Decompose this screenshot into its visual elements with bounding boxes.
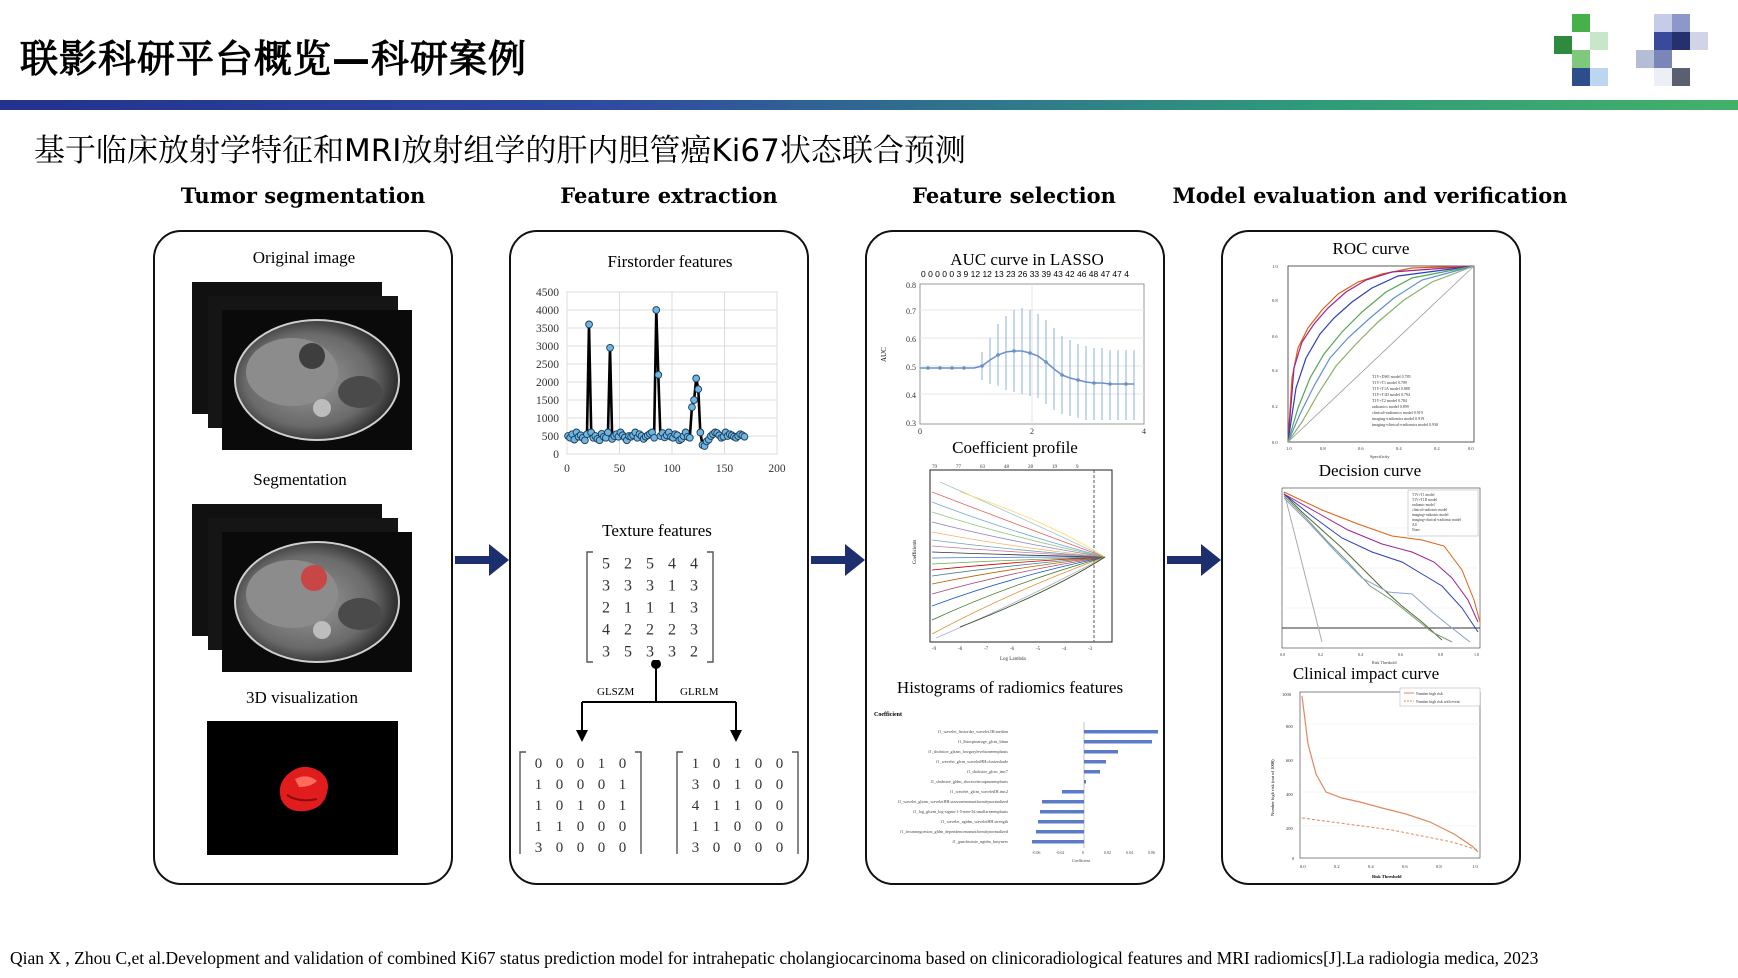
matrix-cell: 1 [646, 599, 654, 617]
data-point [741, 433, 748, 440]
firstorder-chart [515, 280, 805, 520]
matrix-cell: 0 [712, 755, 721, 772]
svg-text:clinical+radiomics model 0.919: clinical+radiomics model 0.919 [1372, 410, 1423, 415]
histograms-label: Histograms of radiomics features [896, 678, 1124, 697]
svg-text:None: None [1412, 528, 1420, 532]
svg-text:79: 79 [932, 465, 937, 470]
glrlm-label: GLRLM [680, 686, 719, 698]
svg-text:0.6: 0.6 [906, 335, 916, 344]
svg-text:0.0: 0.0 [1272, 440, 1278, 445]
y-tick-label: 3000 [536, 341, 559, 353]
svg-text:0.2: 0.2 [1318, 652, 1323, 657]
matrix-cell: 1 [597, 755, 606, 772]
svg-text:-9: -9 [932, 647, 937, 652]
matrix-cell: 3 [691, 839, 700, 854]
matrix-cell: 1 [618, 797, 627, 814]
svg-text:T1V+T1 model 0.789: T1V+T1 model 0.789 [1372, 380, 1408, 385]
matrix-bracket-right [792, 752, 798, 854]
svg-text:radiomics model 0.899: radiomics model 0.899 [1372, 404, 1409, 409]
matrix-cell: 2 [624, 621, 632, 639]
clinical-impact-label: Clinical impact curve [1292, 664, 1440, 683]
svg-text:imaging+radiomic model: imaging+radiomic model [1412, 513, 1449, 517]
svg-text:0.7: 0.7 [906, 307, 916, 316]
auc-lasso-label: AUC curve in LASSO [950, 250, 1104, 269]
svg-text:T1V+DWI model 0.785: T1V+DWI model 0.785 [1372, 374, 1411, 379]
stage-title-segmentation: Tumor segmentation [180, 183, 426, 208]
svg-text:T1V+T1D model: T1V+T1D model [1412, 498, 1438, 502]
matrix-cell: 1 [576, 797, 585, 814]
svg-text:f1_shohsioe_glszm_lowgraylevel: f1_shohsioe_glszm_lowgraylevelzoneemphasis [928, 749, 1008, 754]
svg-text:0.2: 0.2 [1334, 864, 1340, 869]
matrix-cell: 1 [624, 599, 632, 617]
x-tick-label: 100 [663, 463, 681, 475]
matrix-bracket-right [707, 552, 713, 662]
y-tick-label: 2000 [536, 377, 559, 389]
matrix-cell: 3 [668, 643, 676, 661]
data-point [689, 404, 696, 411]
matrix-cell: 3 [602, 643, 610, 661]
matrix-cell: 1 [668, 599, 676, 617]
matrix-cell: 0 [576, 839, 585, 854]
svg-text:1.0: 1.0 [1472, 864, 1478, 869]
svg-text:f1_gunclmissie_ngtdm_busyness: f1_gunclmissie_ngtdm_busyness [952, 839, 1008, 844]
svg-text:48: 48 [1004, 465, 1009, 470]
y-tick-label: 2500 [536, 359, 559, 371]
svg-text:0.5: 0.5 [906, 363, 916, 372]
flow-arrow-icon [455, 540, 511, 580]
data-point [693, 375, 700, 382]
svg-text:T1V+T2 model 0.784: T1V+T2 model 0.784 [1372, 398, 1408, 403]
svg-text:0.8: 0.8 [906, 281, 916, 290]
svg-text:0.2: 0.2 [1434, 446, 1440, 451]
svg-text:imaging+clinical+radiomic mode: imaging+clinical+radiomic model [1412, 518, 1462, 522]
svg-text:-3: -3 [1088, 647, 1093, 652]
svg-text:0.6: 0.6 [1358, 446, 1364, 451]
matrix-cell: 3 [646, 643, 654, 661]
segmentation-label: Segmentation [253, 470, 347, 489]
matrix-cell: 1 [618, 776, 627, 793]
texture-label: Texture features [602, 521, 712, 540]
matrix-cell: 3 [690, 599, 698, 617]
x-tick-label: 0 [564, 463, 570, 475]
matrix-cell: 0 [775, 797, 784, 814]
svg-text:f1_shohsioe_glcm_imc7: f1_shohsioe_glcm_imc7 [966, 769, 1008, 774]
data-point [607, 344, 614, 351]
svg-text:f1_shohsioe_gldm_shortweitroup: f1_shohsioe_gldm_shortweitrouprunemphasis [930, 779, 1008, 784]
matrix-cell: 0 [618, 818, 627, 835]
matrix-cell: 1 [534, 797, 543, 814]
matrix-cell: 0 [597, 797, 606, 814]
svg-text:1.0: 1.0 [1272, 264, 1278, 269]
svg-text:T1V+T1D model 0.794: T1V+T1D model 0.794 [1372, 392, 1410, 397]
matrix-bracket-left [677, 752, 683, 854]
data-point [605, 429, 612, 436]
matrix-cell: 3 [646, 577, 654, 595]
glszm-matrix [518, 748, 642, 854]
firstorder-label: Firstorder features [607, 252, 733, 271]
matrix-cell: 0 [576, 818, 585, 835]
svg-text:clinical+radiomic model: clinical+radiomic model [1412, 508, 1448, 512]
svg-text:Risk Threshold: Risk Threshold [1372, 874, 1402, 879]
svg-text:f1_wavelet_glcm_waveletHH.clus: f1_wavelet_glcm_waveletHH.clustershade [936, 759, 1008, 764]
svg-text:f1_wavelet_firstorder_wavelet.: f1_wavelet_firstorder_wavelet.IH.median [937, 729, 1008, 734]
matrix-cell: 0 [597, 776, 606, 793]
matrix-cell: 1 [712, 818, 721, 835]
svg-text:-8: -8 [958, 647, 963, 652]
svg-text:radiomic model: radiomic model [1412, 503, 1435, 507]
auc-lasso-chart [878, 280, 1153, 440]
svg-text:4: 4 [1142, 427, 1146, 436]
svg-text:0.8: 0.8 [1438, 652, 1443, 657]
matrix-cell: 0 [534, 755, 543, 772]
stage-title-extraction: Feature extraction [560, 183, 778, 208]
svg-text:f1_wavelet_glcm_waveletIH.imc2: f1_wavelet_glcm_waveletIH.imc2 [949, 789, 1008, 794]
svg-text:0.4: 0.4 [1358, 652, 1363, 657]
matrix-split-connector [570, 660, 750, 744]
svg-text:0.8: 0.8 [1436, 864, 1442, 869]
svg-text:800: 800 [1286, 724, 1293, 729]
svg-text:0.4: 0.4 [1272, 368, 1278, 373]
matrix-cell: 0 [597, 839, 606, 854]
x-tick-label: 200 [768, 463, 786, 475]
matrix-cell: 1 [691, 755, 700, 772]
svg-text:-5: -5 [1036, 647, 1041, 652]
matrix-cell: 3 [691, 776, 700, 793]
svg-text:f1_log_glszm_log-sigma-1-5-mm-: f1_log_glszm_log-sigma-1-5-mm-3d.smallareaemphasis [912, 809, 1008, 814]
slide-subtitle: 基于临床放射学特征和MRI放射组学的肝内胆管癌Ki67状态联合预测 [34, 133, 966, 169]
y-tick-label: 3500 [536, 323, 559, 335]
matrix-cell: 0 [733, 839, 742, 854]
stage-title-evaluation: Model evaluation and verification [1172, 183, 1568, 208]
3d-visualization-label: 3D visualization [246, 688, 358, 707]
svg-text:AUC: AUC [880, 347, 888, 362]
matrix-cell: 1 [534, 776, 543, 793]
decision-curve-label: Decision curve [1318, 461, 1422, 480]
svg-text:0.04: 0.04 [1126, 850, 1133, 855]
matrix-cell: 0 [618, 755, 627, 772]
svg-text:200: 200 [1286, 826, 1293, 831]
matrix-cell: 0 [754, 818, 763, 835]
flow-arrow-icon [1167, 540, 1223, 580]
3d-visualization-image [207, 721, 398, 855]
roc-curve-chart [1262, 258, 1482, 463]
svg-text:0.06: 0.06 [1148, 850, 1155, 855]
matrix-cell: 0 [775, 776, 784, 793]
coefficient-profile-label: Coefficient profile [952, 438, 1078, 457]
svg-text:imaging+radiomics model 0.919: imaging+radiomics model 0.919 [1372, 416, 1425, 421]
data-point [586, 321, 593, 328]
y-tick-label: 500 [541, 431, 559, 443]
svg-text:Coefficient: Coefficient [874, 712, 902, 718]
svg-text:0.8: 0.8 [1320, 446, 1326, 451]
matrix-bracket-left [587, 552, 593, 662]
svg-text:T1V+T1A model 0.888: T1V+T1A model 0.888 [1372, 386, 1410, 391]
data-point [691, 397, 698, 404]
matrix-cell: 0 [576, 755, 585, 772]
svg-text:Log Lambda: Log Lambda [1000, 657, 1026, 662]
svg-text:Risk Threshold: Risk Threshold [1372, 660, 1397, 665]
matrix-cell: 1 [668, 577, 676, 595]
citation: Qian X , Zhou C,et al.Development and validation of combined Ki67 status prediction model for intrahepatic cholangiocarcinoma based on clinicoradiological features and MRI radiomics[J].La radiologia medica, 2023 [10, 948, 1539, 968]
svg-text:f1_wavelet_glszm_waveletHH.siz: f1_wavelet_glszm_waveletHH.sizezonenonuniformitynormalized [897, 799, 1008, 804]
texture-matrix [585, 548, 725, 666]
svg-text:77: 77 [956, 465, 961, 470]
svg-text:1000: 1000 [1282, 692, 1291, 697]
matrix-cell: 0 [555, 839, 564, 854]
svg-text:0: 0 [1292, 856, 1295, 861]
y-tick-label: 4500 [536, 287, 559, 299]
title-divider [0, 100, 1738, 110]
y-tick-label: 1500 [536, 395, 559, 407]
original-image-label: Original image [252, 248, 356, 267]
matrix-cell: 3 [690, 621, 698, 639]
flow-arrow-icon [811, 540, 867, 580]
svg-text:1.0: 1.0 [1474, 652, 1479, 657]
matrix-cell: 0 [555, 776, 564, 793]
svg-text:0.4: 0.4 [1396, 446, 1402, 451]
matrix-cell: 1 [733, 755, 742, 772]
matrix-cell: 0 [754, 755, 763, 772]
matrix-bracket-right [635, 752, 641, 854]
svg-text:0.6: 0.6 [1402, 864, 1408, 869]
svg-text:All: All [1412, 523, 1417, 527]
matrix-cell: 0 [597, 818, 606, 835]
svg-text:imaging+clinical+radiomics mod: imaging+clinical+radiomics model 0.930 [1372, 422, 1439, 427]
svg-text:-0.06: -0.06 [1032, 850, 1041, 855]
matrix-cell: 1 [691, 818, 700, 835]
svg-text:-7: -7 [984, 647, 989, 652]
matrix-cell: 0 [754, 797, 763, 814]
svg-text:-6: -6 [1010, 647, 1015, 652]
matrix-cell: 0 [733, 818, 742, 835]
matrix-cell: 4 [602, 621, 610, 639]
matrix-cell: 2 [690, 643, 698, 661]
svg-text:-4: -4 [1062, 647, 1067, 652]
svg-text:f1_lbsucpinaroge_glcm_ldmn: f1_lbsucpinaroge_glcm_ldmn [957, 739, 1008, 744]
svg-text:Specificity: Specificity [1370, 454, 1390, 459]
matrix-cell: 1 [534, 818, 543, 835]
matrix-cell: 0 [712, 776, 721, 793]
y-tick-label: 1000 [536, 413, 559, 425]
svg-text:0.0: 0.0 [1468, 446, 1474, 451]
matrix-cell: 3 [602, 577, 610, 595]
svg-text:0.2: 0.2 [1272, 404, 1278, 409]
auc-top-ticks: 0 0 0 0 0 3 9 12 12 13 23 26 33 39 43 42 46 48 47 47 4 [921, 269, 1129, 279]
svg-text:f1_lecumsegoesion_gldm_depende: f1_lecumsegoesion_gldm_dependencenonuniformitynormalized [900, 829, 1008, 834]
roc-curve-label: ROC curve [1332, 239, 1410, 258]
segmentation-mri-stack [192, 504, 422, 676]
matrix-cell: 0 [555, 755, 564, 772]
matrix-cell: 0 [775, 839, 784, 854]
svg-text:T1V+T1 model: T1V+T1 model [1412, 493, 1435, 497]
svg-text:Number high risk: Number high risk [1416, 692, 1443, 696]
data-point [695, 386, 702, 393]
svg-text:Coefficient: Coefficient [1072, 858, 1090, 863]
svg-text:400: 400 [1286, 792, 1293, 797]
svg-text:0.4: 0.4 [1368, 864, 1374, 869]
matrix-cell: 2 [646, 621, 654, 639]
matrix-cell: 0 [754, 839, 763, 854]
matrix-cell: 0 [775, 755, 784, 772]
original-mri-stack [192, 282, 422, 454]
matrix-cell: 0 [555, 797, 564, 814]
data-point [697, 429, 704, 436]
svg-text:0.6: 0.6 [1398, 652, 1403, 657]
glrlm-matrix [675, 748, 799, 854]
svg-text:0.3: 0.3 [906, 419, 916, 428]
svg-text:600: 600 [1286, 758, 1293, 763]
x-tick-label: 50 [613, 463, 626, 475]
glszm-label: GLSZM [597, 686, 635, 698]
radiomics-histogram-chart [872, 708, 1162, 868]
matrix-cell: 0 [754, 776, 763, 793]
matrix-cell: 1 [733, 776, 742, 793]
data-point [686, 434, 693, 441]
matrix-cell: 3 [624, 577, 632, 595]
svg-text:0.0: 0.0 [1300, 864, 1306, 869]
svg-text:0.4: 0.4 [906, 391, 916, 400]
coefficient-profile-chart [900, 462, 1122, 672]
svg-text:0.02: 0.02 [1104, 850, 1111, 855]
page-title: 联影科研平台概览—科研案例 [20, 37, 528, 81]
svg-text:19: 19 [1052, 465, 1057, 470]
matrix-bracket-left [520, 752, 526, 854]
matrix-cell: 1 [712, 797, 721, 814]
matrix-cell: 2 [602, 599, 610, 617]
svg-text:0.0: 0.0 [1280, 652, 1285, 657]
svg-text:1.0: 1.0 [1286, 446, 1292, 451]
svg-text:28: 28 [1028, 465, 1033, 470]
clinical-impact-chart [1262, 684, 1488, 882]
svg-text:-0.02: -0.02 [1056, 850, 1065, 855]
matrix-cell: 2 [624, 555, 632, 573]
matrix-cell: 4 [691, 797, 700, 814]
svg-text:0.8: 0.8 [1272, 298, 1278, 303]
matrix-cell: 0 [712, 839, 721, 854]
svg-text:Number high risk with event: Number high risk with event [1416, 700, 1460, 704]
y-tick-label: 0 [553, 449, 559, 461]
data-point [651, 434, 658, 441]
svg-text:f1_wavelet_ngtdm_waveletHH.str: f1_wavelet_ngtdm_waveletHH.strength [940, 819, 1008, 824]
x-tick-label: 150 [715, 463, 734, 475]
matrix-cell: 1 [555, 818, 564, 835]
svg-text:0.6: 0.6 [1272, 334, 1278, 339]
matrix-cell: 0 [618, 839, 627, 854]
matrix-cell: 2 [668, 621, 676, 639]
matrix-cell: 5 [646, 555, 654, 573]
stage-title-selection: Feature selection [912, 183, 1116, 208]
svg-text:Coefficients: Coefficients [913, 539, 918, 564]
matrix-cell: 4 [690, 555, 698, 573]
svg-text:0: 0 [918, 427, 922, 436]
svg-text:2: 2 [1030, 427, 1034, 436]
data-point [655, 371, 662, 378]
svg-text:0: 0 [1082, 850, 1084, 855]
svg-text:63: 63 [980, 465, 985, 470]
matrix-cell: 3 [690, 577, 698, 595]
decision-curve-chart [1262, 482, 1488, 668]
matrix-cell: 5 [602, 555, 610, 573]
svg-text:Number high risk (out of 1000): Number high risk (out of 1000) [1270, 759, 1275, 816]
matrix-cell: 0 [775, 818, 784, 835]
matrix-cell: 5 [624, 643, 632, 661]
matrix-cell: 4 [668, 555, 676, 573]
matrix-cell: 3 [534, 839, 543, 854]
matrix-cell: 0 [576, 776, 585, 793]
data-point [653, 307, 660, 314]
brand-logo [1550, 12, 1720, 98]
y-tick-label: 4000 [536, 305, 559, 317]
matrix-cell: 1 [733, 797, 742, 814]
svg-text:9: 9 [1076, 465, 1079, 470]
